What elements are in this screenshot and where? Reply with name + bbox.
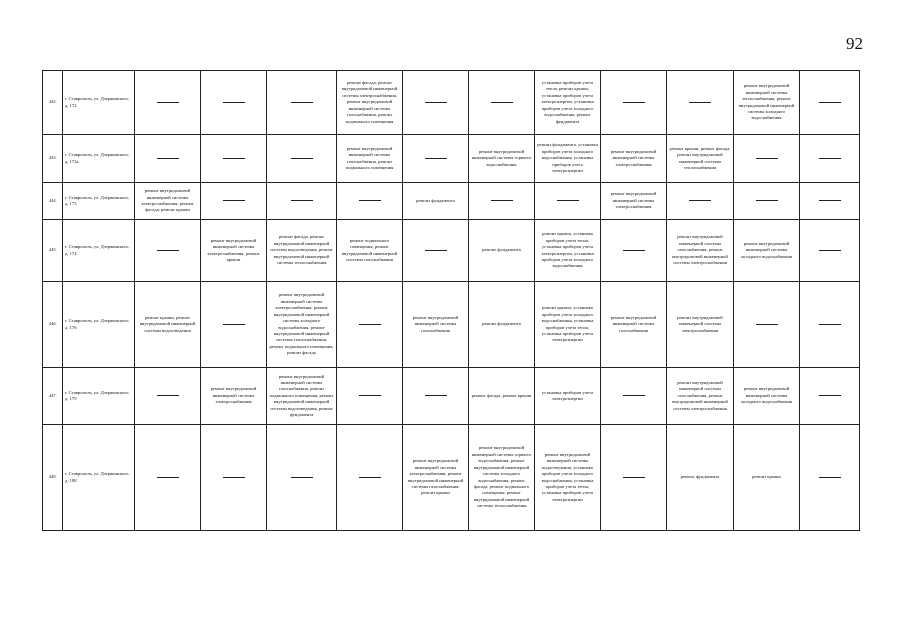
empty-dash-cell	[601, 71, 667, 135]
empty-dash-cell	[403, 220, 469, 282]
dash-mark	[819, 102, 841, 103]
work-cell: ремонт крыши, ремонт фасада, ремонт внутридомовой инженерной системы теплоснабжения	[667, 135, 734, 183]
row-number: 447.	[43, 368, 63, 425]
dash-mark	[425, 158, 447, 159]
address-cell: г. Ставрополь, ул. Дзержинского, д. 174	[63, 220, 135, 282]
empty-dash-cell	[403, 368, 469, 425]
work-cell: ремонт фасада, ремонт крыши	[469, 368, 535, 425]
work-cell: ремонт внутридомовой инженерной системы холодного водоснабжения	[734, 368, 800, 425]
empty-dash-cell	[135, 368, 201, 425]
empty-dash-cell	[403, 135, 469, 183]
work-cell: ремонт крыши, установка приборов учета холодного водоснабжения, установка приборов учета тепла, установка приборов учета электроэнергии	[535, 282, 601, 368]
work-cell: ремонт внутридомовой инженерной системы теплоснабжения, ремонт внутридомовой инженерной системы холодного водоснабжения	[734, 71, 800, 135]
dash-mark	[425, 395, 447, 396]
work-cell: ремонт внутридомовой инженерной системы газоснабжения, ремонт внутридомовой инженерной системы электроснабжения	[667, 220, 734, 282]
dash-mark	[157, 477, 179, 478]
work-cell: ремонт подвального помещения, ремонт внутридомовой инженерной системы газоснабжения	[337, 220, 403, 282]
empty-dash-cell	[734, 282, 800, 368]
dash-mark	[689, 200, 711, 201]
dash-mark	[223, 324, 245, 325]
empty-dash-cell	[135, 220, 201, 282]
dash-mark	[819, 158, 841, 159]
empty-dash-cell	[337, 282, 403, 368]
empty-dash-cell	[601, 368, 667, 425]
work-cell: ремонт внутридомовой инженерной системы электроснабжения, ремонт фасада, ремонт крыши	[135, 183, 201, 220]
work-cell: ремонт фундамента	[667, 425, 734, 531]
dash-mark	[623, 477, 645, 478]
empty-dash-cell	[267, 425, 337, 531]
work-cell: ремонт фасада, ремонт внутридомовой инженерной системы водоотведения, ремонт внутридомовой инженерной системы теплоснабжения	[267, 220, 337, 282]
dash-mark	[425, 102, 447, 103]
table-row	[43, 220, 860, 282]
row-number: 443.	[43, 135, 63, 183]
work-cell: ремонт крыши	[734, 425, 800, 531]
empty-dash-cell	[800, 71, 860, 135]
work-cell: ремонт фундамента	[469, 282, 535, 368]
empty-dash-cell	[135, 425, 201, 531]
work-cell: ремонт внутридомовой инженерной системы газоснабжения, ремонт внутридомовой инженерной системы электроснабжения	[667, 368, 734, 425]
dash-mark	[223, 477, 245, 478]
repair-schedule-table	[42, 70, 860, 531]
row-number: 446.	[43, 282, 63, 368]
work-cell: установка приборов учета электроэнергии	[535, 368, 601, 425]
dash-mark	[491, 102, 513, 103]
dash-mark	[819, 395, 841, 396]
empty-dash-cell	[800, 135, 860, 183]
work-cell: ремонт внутридомовой инженерной системы газоснабжения, ремонт подвального помещения	[337, 135, 403, 183]
dash-mark	[756, 200, 778, 201]
dash-mark	[223, 200, 245, 201]
empty-dash-cell	[601, 220, 667, 282]
empty-dash-cell	[201, 183, 267, 220]
address-cell: г. Ставрополь, ул. Дзержинского, д. 188	[63, 425, 135, 531]
empty-dash-cell	[800, 220, 860, 282]
empty-dash-cell	[469, 183, 535, 220]
dash-mark	[223, 102, 245, 103]
work-cell: ремонт внутридомовой инженерной системы газоснабжения	[403, 282, 469, 368]
dash-mark	[689, 102, 711, 103]
table-row	[43, 71, 860, 135]
dash-mark	[756, 324, 778, 325]
table-row	[43, 183, 860, 220]
dash-mark	[291, 102, 313, 103]
empty-dash-cell	[667, 183, 734, 220]
work-cell: ремонт внутридомовой инженерной системы электроснабжения	[601, 135, 667, 183]
dash-mark	[623, 395, 645, 396]
row-number: 448.	[43, 425, 63, 531]
table-row	[43, 425, 860, 531]
work-cell: ремонт внутридомовой инженерной системы горячего водоснабжения	[469, 135, 535, 183]
empty-dash-cell	[135, 71, 201, 135]
row-number: 442.	[43, 71, 63, 135]
dash-mark	[359, 200, 381, 201]
row-number: 445.	[43, 220, 63, 282]
dash-mark	[157, 395, 179, 396]
dash-mark	[819, 324, 841, 325]
address-cell: г. Ставрополь, ул. Дзержинского, д. 179	[63, 368, 135, 425]
dash-mark	[557, 200, 579, 201]
work-cell: ремонт крыши, ремонт внутридомовой инженерной системы водоотведения	[135, 282, 201, 368]
work-cell: установка приборов учета тепла, ремонт крыши, установка приборов учета электроэнергии, установка приборов учета холодного водоснабжения, ремонт фундамента	[535, 71, 601, 135]
row-number: 444.	[43, 183, 63, 220]
table-row	[43, 368, 860, 425]
empty-dash-cell	[201, 425, 267, 531]
empty-dash-cell	[734, 183, 800, 220]
empty-dash-cell	[337, 368, 403, 425]
work-cell: ремонт внутридомовой инженерной системы электроснабжения	[201, 368, 267, 425]
empty-dash-cell	[201, 282, 267, 368]
dash-mark	[359, 324, 381, 325]
empty-dash-cell	[667, 71, 734, 135]
dash-mark	[819, 477, 841, 478]
empty-dash-cell	[800, 183, 860, 220]
dash-mark	[291, 158, 313, 159]
work-cell: ремонт внутридомовой инженерной системы электроснабжения	[601, 183, 667, 220]
empty-dash-cell	[403, 71, 469, 135]
empty-dash-cell	[800, 368, 860, 425]
work-cell: ремонт внутридомовой инженерной системы газоснабжения, ремонт подвального помещения, ремонт внутридомовой инженерной системы водоотведения, ремонт фундамента	[267, 368, 337, 425]
dash-mark	[359, 395, 381, 396]
empty-dash-cell	[800, 282, 860, 368]
empty-dash-cell	[469, 71, 535, 135]
empty-dash-cell	[135, 135, 201, 183]
work-cell: ремонт внутридомовой инженерной системы электроснабжения, ремонт крыши	[201, 220, 267, 282]
address-cell: г. Ставрополь, ул. Дзержинского, д. 173	[63, 183, 135, 220]
empty-dash-cell	[734, 135, 800, 183]
dash-mark	[425, 250, 447, 251]
dash-mark	[756, 158, 778, 159]
work-cell: ремонт фундамента	[403, 183, 469, 220]
address-cell: г. Ставрополь, ул. Дзержинского, д. 172	[63, 71, 135, 135]
work-cell: ремонт внутридомовой инженерной системы электроснабжения, ремонт внутридомовой инженерной системы холодного водоснабжения, ремонт внутридомовой инженерной системы теплоснабжения, ремонт подвального помещения, ремонт фасада	[267, 282, 337, 368]
work-cell: ремонт внутридомовой инженерной системы электроснабжения	[667, 282, 734, 368]
dash-mark	[157, 158, 179, 159]
dash-mark	[157, 102, 179, 103]
empty-dash-cell	[535, 183, 601, 220]
address-cell: г. Ставрополь, ул. Дзержинского, д. 172а	[63, 135, 135, 183]
empty-dash-cell	[800, 425, 860, 531]
empty-dash-cell	[601, 425, 667, 531]
dash-mark	[157, 250, 179, 251]
empty-dash-cell	[201, 71, 267, 135]
dash-mark	[223, 158, 245, 159]
dash-mark	[491, 200, 513, 201]
dash-mark	[819, 250, 841, 251]
empty-dash-cell	[267, 71, 337, 135]
empty-dash-cell	[267, 135, 337, 183]
work-cell: ремонт фундамента, установка приборов учета холодного водоснабжения, установка приборов учета электроэнергии	[535, 135, 601, 183]
dash-mark	[819, 200, 841, 201]
work-cell: ремонт внутридомовой инженерной системы электроснабжения, ремонт внутридомовой инженерной системы газоснабжения, ремонт крыши	[403, 425, 469, 531]
dash-mark	[623, 102, 645, 103]
work-cell: ремонт фундамента	[469, 220, 535, 282]
page-number: 92	[846, 34, 863, 53]
work-cell: ремонт внутридомовой инженерной системы газоснабжения	[601, 282, 667, 368]
table-row	[43, 135, 860, 183]
empty-dash-cell	[201, 135, 267, 183]
work-cell: ремонт внутридомовой инженерной системы горячего водоснабжения, ремонт внутридомовой инженерной системы холодного водоснабжения, ремонт фасада, ремонт подвального помещения, ремонт внутридомовой инженерной системы теплоснабжения	[469, 425, 535, 531]
dash-mark	[623, 250, 645, 251]
empty-dash-cell	[267, 183, 337, 220]
work-cell: ремонт фасада, ремонт внутридомовой инженерной системы электроснабжения, ремонт внутридомовой инженерной системы газоснабжения, ремонт подвального помещения	[337, 71, 403, 135]
empty-dash-cell	[337, 183, 403, 220]
dash-mark	[291, 200, 313, 201]
work-cell: ремонт внутридомовой инженерной системы водоотведения, установка приборов учета холодного водоснабжения, установка приборов учета тепла, установка приборов учета электроэнергии	[535, 425, 601, 531]
dash-mark	[291, 477, 313, 478]
table-row	[43, 282, 860, 368]
work-cell: ремонт крыши, установка приборов учета тепла, установка приборов учета электроэнергии, установка приборов учета холодного водоснабжения	[535, 220, 601, 282]
address-cell: г. Ставрополь, ул. Дзержинского, д. 176	[63, 282, 135, 368]
work-cell: ремонт внутридомовой инженерной системы холодного водоснабжения	[734, 220, 800, 282]
dash-mark	[359, 477, 381, 478]
empty-dash-cell	[337, 425, 403, 531]
